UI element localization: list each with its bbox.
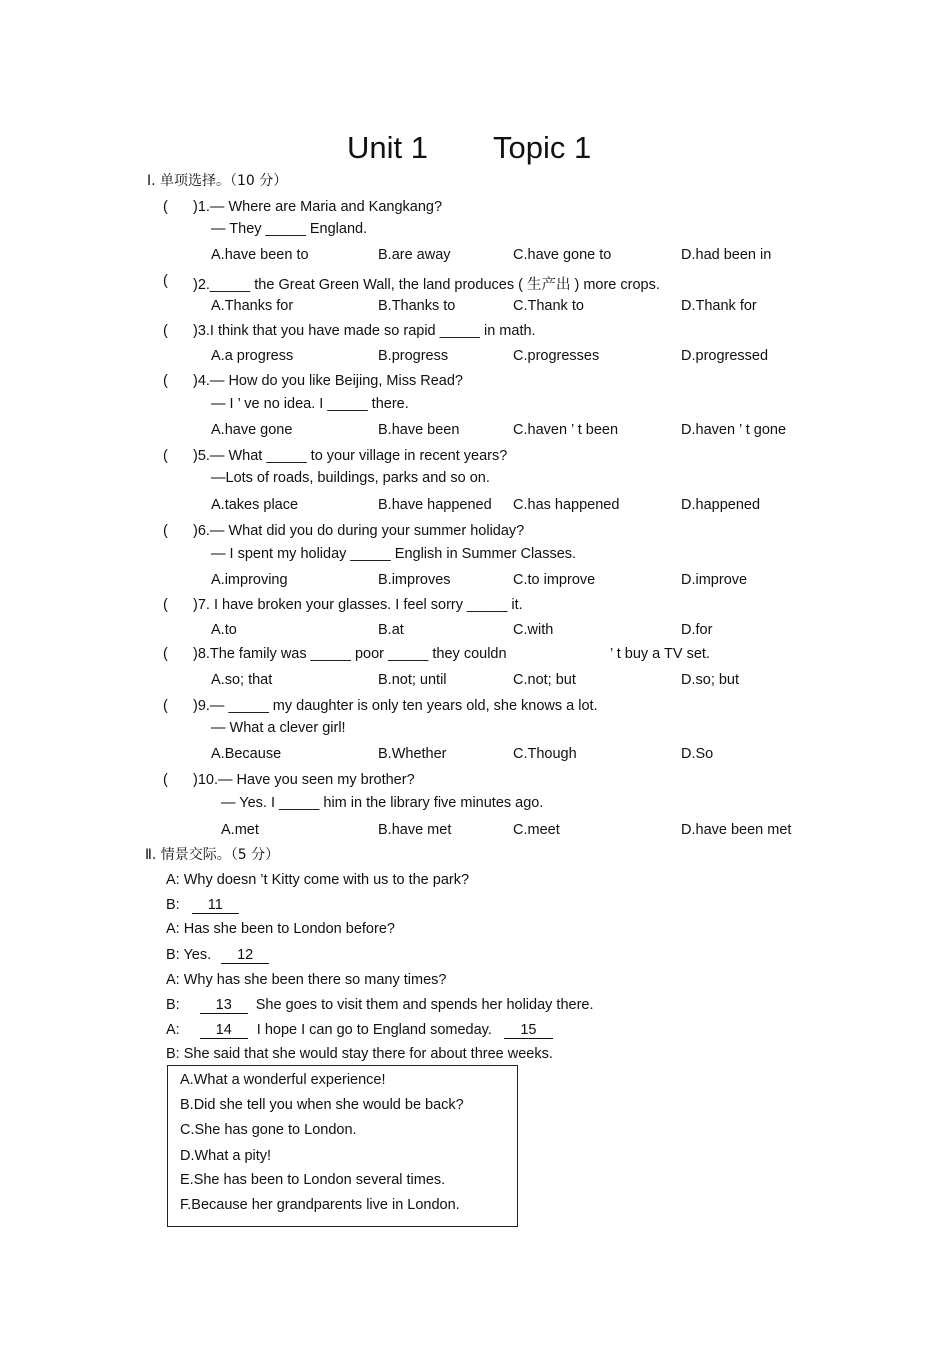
question-stem: )7. I have broken your glasses. I feel sorry _____ it.	[193, 597, 523, 613]
question-stem: )5.— What _____ to your village in recent years?	[193, 448, 508, 464]
dialogue-text: I hope I can go to England someday.	[256, 1022, 492, 1038]
option-f: F.Because her grandparents live in London.	[180, 1197, 460, 1213]
option-d: D.have been met	[681, 822, 792, 838]
question-stem-2: — They _____ England.	[211, 221, 368, 237]
dialogue-line-7	[166, 1022, 553, 1039]
option-c: C.not; but	[513, 672, 576, 688]
option-a: A.takes place	[211, 497, 299, 513]
option-d: D.happened	[681, 497, 761, 513]
option-c: C.meet	[513, 822, 560, 838]
title-topic: Topic 1	[493, 130, 592, 165]
option-a: A.met	[221, 822, 259, 838]
option-d: D.for	[681, 622, 713, 638]
answer-paren: (	[163, 323, 168, 339]
option-b: B.have met	[378, 822, 452, 838]
option-a: A.have been to	[211, 247, 309, 263]
option-c: C.Though	[513, 746, 577, 762]
option-e: E.She has been to London several times.	[180, 1172, 446, 1188]
option-b: B.Did she tell you when she would be back?	[180, 1097, 464, 1113]
answer-blank-11[interactable]: 11	[192, 898, 239, 914]
question-stem: )9.— _____ my daughter is only ten years old, she knows a lot.	[193, 698, 598, 714]
dialogue-line-3: A: Has she been to London before?	[166, 921, 395, 937]
option-d: D.progressed	[681, 348, 769, 364]
dialogue-line-4	[166, 947, 269, 964]
question-stem: )8.The family was _____ poor _____ they couldn	[193, 646, 507, 662]
question-stem: )10.— Have you seen my brother?	[193, 772, 415, 788]
question-stem: )1.— Where are Maria and Kangkang?	[193, 199, 443, 215]
answer-blank-12[interactable]: 12	[221, 948, 269, 964]
option-b: B.progress	[378, 348, 449, 364]
option-a: A.a progress	[211, 348, 294, 364]
option-d: D.had been in	[681, 247, 772, 263]
option-a: A.improving	[211, 572, 288, 588]
question-stem: )6.— What did you do during your summer holiday?	[193, 523, 525, 539]
option-a: A.to	[211, 622, 237, 638]
option-a: A.Thanks for	[211, 298, 294, 314]
speaker: A:	[166, 1022, 180, 1038]
answer-paren: (	[163, 772, 168, 788]
question-stem-2: — Yes. I _____ him in the library five minutes ago.	[221, 795, 544, 811]
dialogue-line-5: A: Why has she been there so many times?	[166, 972, 447, 988]
answer-paren: (	[163, 273, 168, 289]
option-b: B.Thanks to	[378, 298, 456, 314]
speaker: B:	[166, 897, 180, 913]
question-stem-tail: ’ t buy a TV set.	[610, 646, 710, 662]
speaker: B: Yes.	[166, 947, 212, 963]
option-a: A.Because	[211, 746, 282, 762]
section-1-heading: Ⅰ. 单项选择。（10 分）	[147, 173, 288, 189]
dialogue-text: She goes to visit them and spends her holiday there.	[255, 997, 594, 1013]
title-unit: Unit 1	[347, 130, 428, 165]
dialogue-line-6	[166, 997, 594, 1014]
answer-blank-14[interactable]: 14	[200, 1023, 248, 1039]
question-stem-2: —Lots of roads, buildings, parks and so on.	[211, 470, 490, 486]
answer-blank-13[interactable]: 13	[200, 998, 248, 1014]
option-c: C.progresses	[513, 348, 600, 364]
option-d: D.So	[681, 746, 714, 762]
answer-paren: (	[163, 448, 168, 464]
option-d: D.Thank for	[681, 298, 757, 314]
question-stem: )3.I think that you have made so rapid _____ in math.	[193, 323, 536, 339]
question-stem: )4.— How do you like Beijing, Miss Read?	[193, 373, 463, 389]
option-d: D.haven ’ t gone	[681, 422, 787, 438]
option-b: B.improves	[378, 572, 451, 588]
option-c: C.has happened	[513, 497, 620, 513]
section-2-heading: Ⅱ. 情景交际。（5 分）	[145, 847, 280, 863]
answer-paren: (	[163, 646, 168, 662]
option-c: C.Thank to	[513, 298, 584, 314]
answer-paren: (	[163, 199, 168, 215]
option-a: A.have gone	[211, 422, 293, 438]
answer-paren: (	[163, 523, 168, 539]
answer-paren: (	[163, 373, 168, 389]
question-stem-2: — I spent my holiday _____ English in Summer Classes.	[211, 546, 577, 562]
option-c: C.with	[513, 622, 554, 638]
option-b: B.have been	[378, 422, 460, 438]
option-a: A.so; that	[211, 672, 273, 688]
option-d: D.improve	[681, 572, 748, 588]
option-b: B.have happened	[378, 497, 492, 513]
dialogue-line-2	[166, 897, 239, 914]
option-c: C.She has gone to London.	[180, 1122, 357, 1138]
speaker: B:	[166, 997, 180, 1013]
option-c: C.to improve	[513, 572, 596, 588]
option-b: B.are away	[378, 247, 451, 263]
question-stem: )2._____ the Great Green Wall, the land produces ( 生产出 ) more crops.	[193, 277, 660, 293]
dialogue-line-8: B: She said that she would stay there for about three weeks.	[166, 1046, 553, 1062]
question-stem-2: — I ’ ve no idea. I _____ there.	[211, 396, 409, 412]
option-d: D.so; but	[681, 672, 740, 688]
option-c: C.have gone to	[513, 247, 612, 263]
dialogue-line-1: A: Why doesn ’t Kitty come with us to the park?	[166, 872, 470, 888]
option-b: B.at	[378, 622, 404, 638]
option-b: B.not; until	[378, 672, 447, 688]
option-b: B.Whether	[378, 746, 447, 762]
option-a: A.What a wonderful experience!	[180, 1072, 386, 1088]
option-d: D.What a pity!	[180, 1148, 272, 1164]
option-c: C.haven ’ t been	[513, 422, 619, 438]
answer-blank-15[interactable]: 15	[504, 1023, 553, 1039]
question-stem-2: — What a clever girl!	[211, 720, 346, 736]
answer-paren: (	[163, 597, 168, 613]
answer-paren: (	[163, 698, 168, 714]
